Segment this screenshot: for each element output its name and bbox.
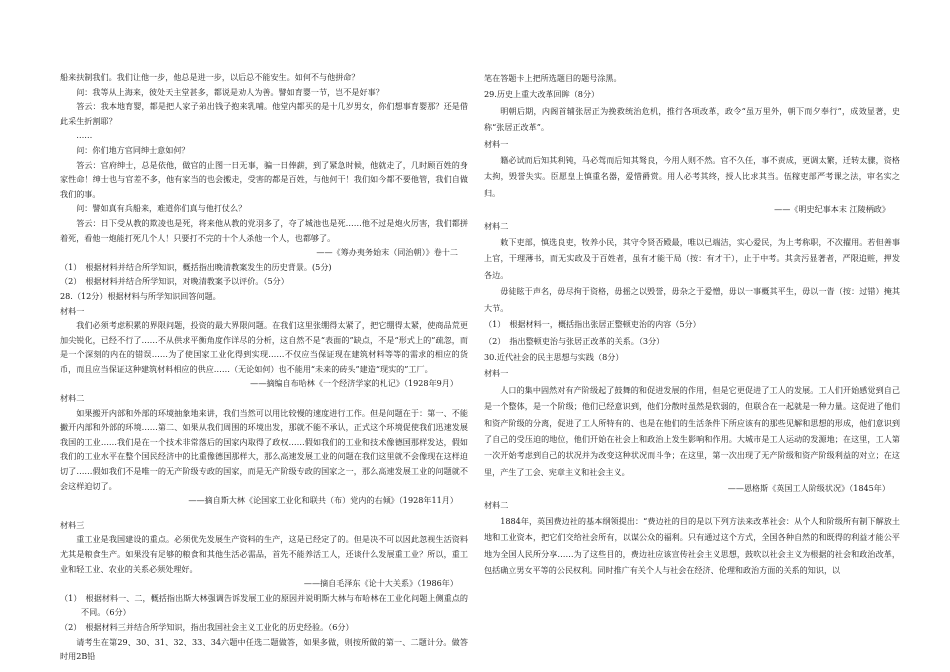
left-paragraph: 重工业是我国建设的重点。必须优先发展生产资料的生产，这是已经定了的。但是决不可以因此忽视生活资料尤其是粮食生产。如果没有足够的粮食和其他生活必需品，首先不能养活工人，还谈什么发展重工业？所以，重工业和轻工业、农业的关系必须处理好。 [60,534,468,574]
right-column [484,70,900,579]
left-spacer [60,508,468,518]
left-question-item: （2） 根据材料并结合所学知识，对晚清教案予以评价。（5分） [60,276,289,287]
right-paragraph: 人口的集中固然对有产阶级起了鼓舞的和促进发展的作用，但是它更促进了工人的发展。工人们开始感觉到自己是一个整体，是一个阶级；他们已经意识到，他们分散时虽然是软弱的，但联合在一起就是一种力量。这促进了他们和资产阶级的分离，促进了工人所特有的、也是在他们的生活条件下所应该有的那些见解和思想的形成，他们意识到了自己的受压迫的地位，他们开始在社会上和政治上发生影响和作用。大城市是工人运动的发源地；在这里，工人第一次开始考虑到自己的状况并为改变这种状况而斗争；在这里，第一次出现了无产阶级和资产阶级利益的对立；在这里，产生了工会、宪章主义和社会主义。 [484,384,900,477]
left-paragraph: 答云：官府绅士，总是依他，做官的止图一日无事，骗一日俸薪，到了紧急时候，他就走了，几时顾百姓的身家性命！绅士也与官差不多，他有家当的也会搬走，受害的都是百姓，与他何干！我们如今都不要他管，我们自做我们的事。 [60,159,468,199]
left-paragraph: 我们必须考虑积累的界限问题，投资的最大界限问题。在我们这里张绷得太紧了，把它绷得太紧，使商品荒更加尖锐化，已经不行了……不从供求平衡角度作详尽的分析，这自然不是“表面的”缺点，不是“形式上的”疏忽，而是一个深刻的内在的错误……为了使国家工业化得到实现……不仅应当保证现在建筑材料等等的需求的相应的货币，而且应当保证这种建筑材料相应的供应……（无论如何）也不能用“未来的砖头”建造“现实的”工厂。 [60,320,468,374]
left-paragraph: …… [76,130,93,141]
left-paragraph: 问：譬如真有兵船来，难道你们真与他打仗么？ [76,203,247,214]
left-source-line: ——摘编自布哈林《一个经济学家的札记》（1928年9月） [250,378,458,389]
left-question-item: （1） 根据材料一、二，概括指出斯大林强调告诉发展工业的原因并说明斯大林与布哈林在工业化问题上侧重点的不同。（6分） [60,592,468,618]
right-paragraph: 材料二 [484,499,509,510]
left-paragraph: 请考生在第29、30、31、32、33、34六题中任选二题做答，如果多做，则按所做的第一、二题计分。做答时用2B铅 [60,636,468,662]
left-paragraph: 问：你们地方官同绅士意如何？ [76,144,190,155]
right-paragraph: 明朝后期，内阁首辅张居正为挽救统治危机，推行各项改革，政令“虽万里外，朝下而夕奉行”，成效显著，史称“张居正改革”。 [484,105,900,133]
right-paragraph: 29.历史上重大改革回眸（8分） [484,89,600,100]
left-paragraph: 答云：日下受从教的欺凌也是死，将来他从教的党羽多了，夺了城池也是死……他不过是炮火厉害，我们都拼着死，看他一炮能打死几个人！只要打不完的十个人杀他一个人，也都够了。 [60,217,468,243]
left-question-item: （1） 根据材料并结合所学知识，概括指出晚清教案发生的历史背景。(5分) [60,261,332,272]
left-paragraph: 船来扶制我们。我们让他一步，他总是进一步，以后总不能安生。如何不与他拼命？ [60,72,360,82]
right-question-item: （1） 根据材料一，概括指出张居正整顿吏治的内容（5分） [484,319,701,330]
right-paragraph: 笔在答题卡上把所选题目的题号涂黑。 [484,73,622,83]
right-paragraph: 1884年，英国费边社的基本纲领提出：“费边社的目的是以下列方法来改革社会：从个人和阶级所有制下解放土地和工业资本，把它们交给社会所有，以谋公众的福利。只有通过这个方式，全国各种自然的和既得的利益才能公平地为全国人民所分享……为了这些目的，费边社应该宣传社会主义思想，鼓吹以社会主义为根据的社会和政治改革，包括确立男女平等的公民权利。同时推广有关个人与社会在经济、伦理和政治方面的关系的知识，以 [484,515,900,576]
left-paragraph: 材料二 [60,393,85,404]
right-source-line: ——恩格斯《英国工人阶级状况》（1845年） [727,483,890,494]
left-source-line: ——摘自斯大林《论国家工业化和联共（布）党内的右倾》（1928年11月） [188,495,458,506]
left-question-item: （2） 根据材料三并结合所学知识，指出我国社会主义工业化的历史经验。（6分） [60,621,354,632]
left-paragraph: 如果搬开内部和外部的环境抽象地来讲，我们当然可以用比较慢的速度进行工作。但是问题在于：第一、不能撇开内部和外部的环境……第二、如果从我们周围的环境出发，那就不能不承认，正式这个环境促使我们迅速发展我国的工业……我们是在一个技术非常落后的国家内取得了政权……假如我们的工业和技术像德国那样发达，假如我们的工业水平在整个国民经济中的比重像德国那样大，那么高速发展工业的问题在我们这里就不会像现在这样迫切了……假如我们不是唯一的无产阶级专政的国家，而是无产阶级专政的国家之一，那么高速发展工业的问题就不会这样迫切了。 [60,407,468,491]
right-paragraph: 材料一 [484,138,509,149]
right-paragraph: 30.近代社会的民主思想与实践（8分） [484,351,624,362]
left-source-line: ——《筹办夷务始末（同治朝）》卷十二 [316,247,458,258]
left-column [60,70,468,664]
right-paragraph: 材料一 [484,368,509,379]
right-paragraph: 籍必试而后知其利钝，马必驾而后知其驽良，今用人则不然。官不久任，事不责成，更调太繁，迁转太骤，资格太拘，毁誉失实。臣愿皇上慎重名器，爱惜爵赏。用人必考其终，授人比求其当。伍稼吏部严考课之法，审名实之归。 [484,155,900,198]
right-paragraph: 毋徒眩于声名，毋尽拘于资格，毋摇之以毁誉，毋杂之于爱憎，毋以一事概其平生，毋以一眚（按：过错）掩其大节。 [484,286,900,313]
right-paragraph: 敕下吏部，慎选良吏，牧养小民，其守令贤否殿最，唯以已端洁，实心爱民，为上考称职，不次擢用。若但善事上官，干理薄书，而无实政及于百姓者，虽有才能干局（按：有才干），止于中考。其贪污显著者，严限追赃，押发各边。 [484,237,900,280]
left-paragraph: 28.（12分）根据材料与所学知识回答问题。 [60,290,221,301]
left-paragraph: 材料一 [60,305,85,316]
right-source-line: ——《明史纪事本末 江陵柄政》 [774,204,890,215]
left-source-line: ——摘自毛泽东《论十大关系》（1986年） [303,578,458,589]
right-paragraph: 材料二 [484,220,509,231]
left-paragraph: 材料三 [60,519,85,530]
left-paragraph: 问：我等从上海来，彼处天主堂甚多，都说是劝人为善。譬如育婴一节，岂不是好事？ [76,86,384,97]
left-paragraph: 答云：我本地育婴，都是把人家子弟出钱子抱来乳哺。他堂内都买的是十几岁男女，你们想事育婴那？还是借此采生折割耶？ [60,101,468,126]
right-question-item: （2） 指出整顿吏治与张居正改革的关系。（3分） [484,335,665,346]
